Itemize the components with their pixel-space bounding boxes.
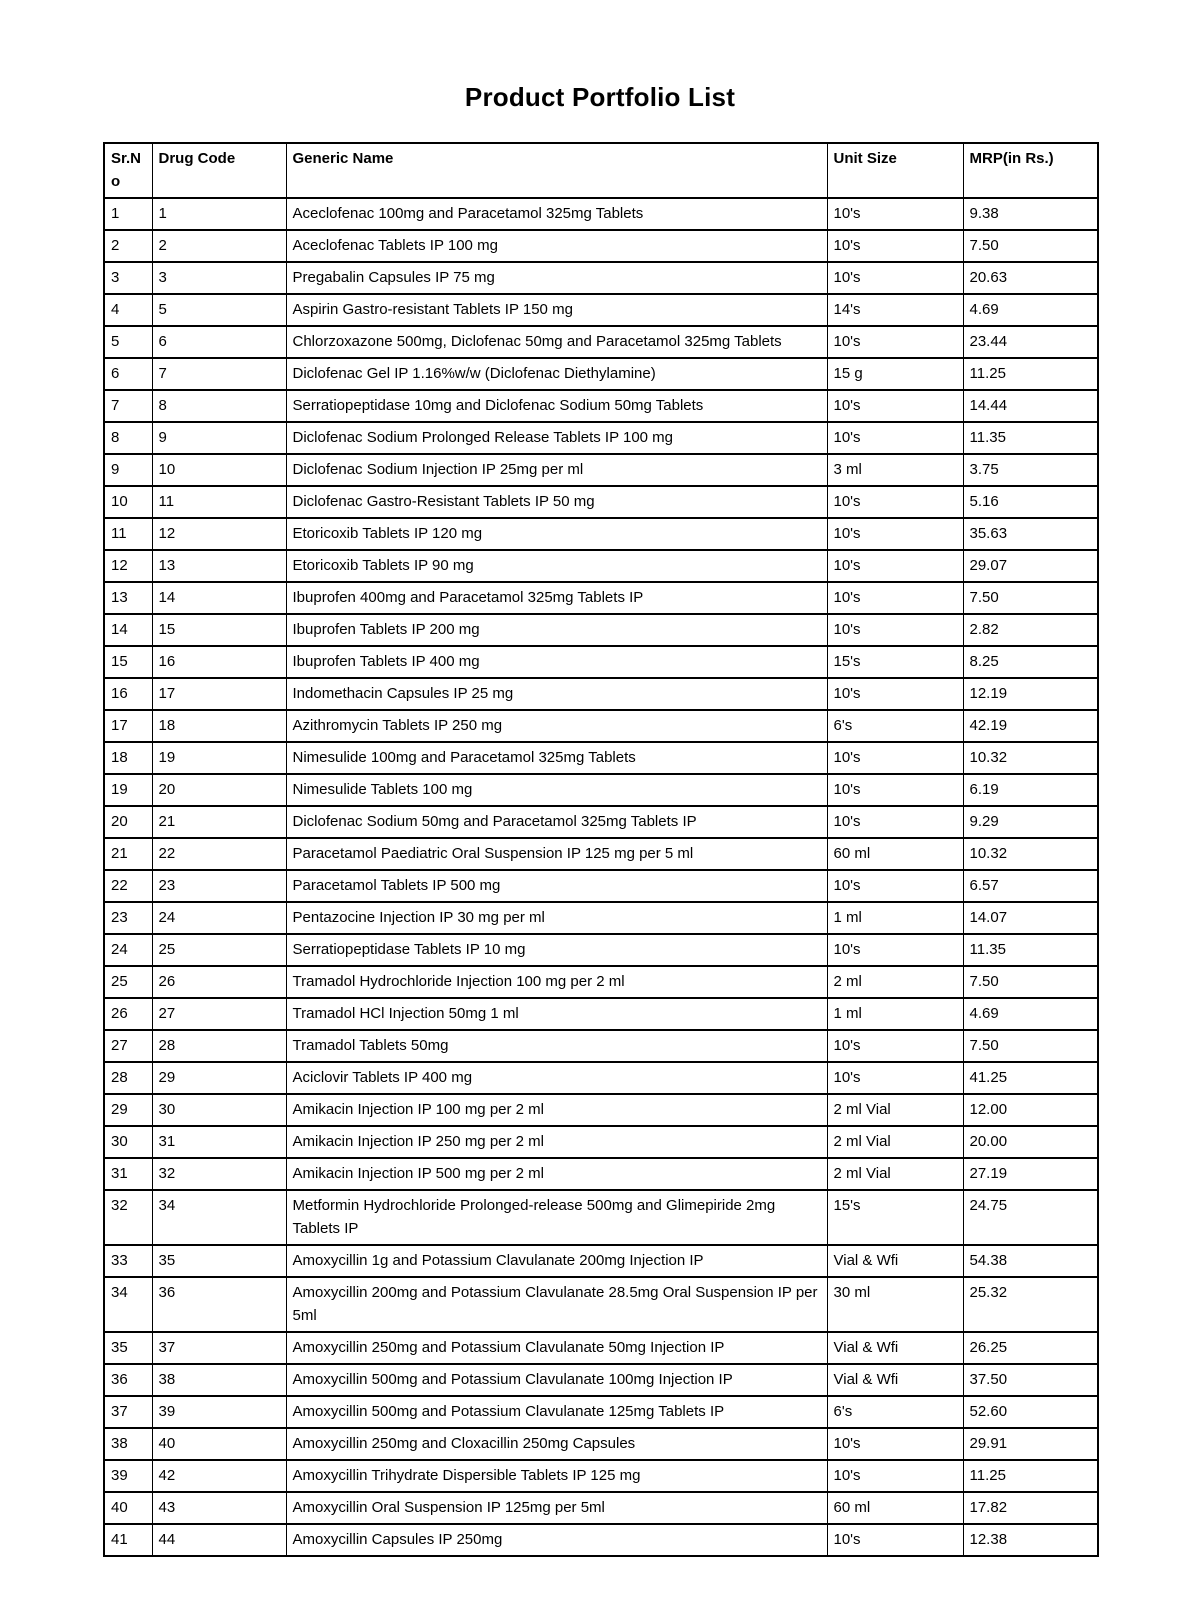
cell-mrp: 37.50 (963, 1364, 1098, 1396)
column-header-mrp: MRP(in Rs.) (963, 143, 1098, 198)
cell-name: Amikacin Injection IP 500 mg per 2 ml (286, 1158, 827, 1190)
table-row (104, 966, 1098, 998)
table-row (104, 454, 1098, 486)
cell-name: Diclofenac Sodium Injection IP 25mg per ml (286, 454, 827, 486)
cell-name: Amoxycillin Capsules IP 250mg (286, 1524, 827, 1556)
cell-code: 37 (152, 1332, 286, 1364)
cell-unit: Vial & Wfi (827, 1245, 963, 1277)
cell-unit: 10's (827, 1030, 963, 1062)
cell-sr-no: 2 (104, 230, 152, 262)
cell-code: 32 (152, 1158, 286, 1190)
table-row (104, 646, 1098, 678)
table-row (104, 710, 1098, 742)
cell-unit: 10's (827, 806, 963, 838)
cell-code: 27 (152, 998, 286, 1030)
cell-mrp: 12.00 (963, 1094, 1098, 1126)
table-row (104, 1158, 1098, 1190)
cell-code: 29 (152, 1062, 286, 1094)
table-row (104, 1245, 1098, 1277)
table-body (104, 198, 1098, 1556)
table-row (104, 486, 1098, 518)
cell-code: 15 (152, 614, 286, 646)
cell-code: 9 (152, 422, 286, 454)
cell-mrp: 3.75 (963, 454, 1098, 486)
cell-mrp: 11.35 (963, 422, 1098, 454)
cell-mrp: 26.25 (963, 1332, 1098, 1364)
cell-sr-no: 1 (104, 198, 152, 230)
cell-mrp: 7.50 (963, 966, 1098, 998)
cell-code: 18 (152, 710, 286, 742)
cell-code: 2 (152, 230, 286, 262)
cell-sr-no: 7 (104, 390, 152, 422)
table-row (104, 582, 1098, 614)
cell-name: Nimesulide 100mg and Paracetamol 325mg Tablets (286, 742, 827, 774)
cell-mrp: 41.25 (963, 1062, 1098, 1094)
cell-sr-no: 28 (104, 1062, 152, 1094)
cell-sr-no: 20 (104, 806, 152, 838)
cell-sr-no: 34 (104, 1277, 152, 1332)
cell-sr-no: 19 (104, 774, 152, 806)
cell-unit: 2 ml Vial (827, 1094, 963, 1126)
page-title: Product Portfolio List (464, 82, 736, 112)
table-row (104, 1396, 1098, 1428)
cell-name: Amoxycillin Oral Suspension IP 125mg per 5ml (286, 1492, 827, 1524)
cell-name: Amikacin Injection IP 100 mg per 2 ml (286, 1094, 827, 1126)
cell-code: 23 (152, 870, 286, 902)
cell-sr-no: 36 (104, 1364, 152, 1396)
cell-name: Serratiopeptidase Tablets IP 10 mg (286, 934, 827, 966)
cell-mrp: 11.25 (963, 358, 1098, 390)
cell-mrp: 4.69 (963, 998, 1098, 1030)
cell-unit: 10's (827, 582, 963, 614)
cell-unit: 10's (827, 550, 963, 582)
cell-name: Amoxycillin 200mg and Potassium Clavulanate 28.5mg Oral Suspension IP per 5ml (286, 1277, 827, 1332)
cell-mrp: 12.38 (963, 1524, 1098, 1556)
cell-name: Diclofenac Gastro-Resistant Tablets IP 50 mg (286, 486, 827, 518)
cell-name: Aspirin Gastro-resistant Tablets IP 150 mg (286, 294, 827, 326)
cell-mrp: 52.60 (963, 1396, 1098, 1428)
cell-mrp: 35.63 (963, 518, 1098, 550)
cell-name: Aceclofenac Tablets IP 100 mg (286, 230, 827, 262)
cell-sr-no: 10 (104, 486, 152, 518)
table-row (104, 294, 1098, 326)
cell-code: 30 (152, 1094, 286, 1126)
cell-unit: 15's (827, 1190, 963, 1245)
cell-mrp: 6.57 (963, 870, 1098, 902)
cell-mrp: 9.38 (963, 198, 1098, 230)
cell-mrp: 14.07 (963, 902, 1098, 934)
cell-name: Metformin Hydrochloride Prolonged-release 500mg and Glimepiride 2mg Tablets IP (286, 1190, 827, 1245)
cell-mrp: 12.19 (963, 678, 1098, 710)
cell-name: Indomethacin Capsules IP 25 mg (286, 678, 827, 710)
cell-code: 1 (152, 198, 286, 230)
cell-code: 39 (152, 1396, 286, 1428)
cell-name: Amoxycillin 500mg and Potassium Clavulanate 125mg Tablets IP (286, 1396, 827, 1428)
table-row (104, 230, 1098, 262)
cell-code: 20 (152, 774, 286, 806)
table-row (104, 1524, 1098, 1556)
cell-code: 21 (152, 806, 286, 838)
cell-mrp: 10.32 (963, 838, 1098, 870)
cell-name: Amoxycillin 500mg and Potassium Clavulanate 100mg Injection IP (286, 1364, 827, 1396)
cell-name: Etoricoxib Tablets IP 90 mg (286, 550, 827, 582)
cell-code: 3 (152, 262, 286, 294)
cell-sr-no: 11 (104, 518, 152, 550)
cell-unit: 10's (827, 934, 963, 966)
table-row (104, 1460, 1098, 1492)
cell-code: 5 (152, 294, 286, 326)
cell-sr-no: 41 (104, 1524, 152, 1556)
cell-sr-no: 31 (104, 1158, 152, 1190)
table-row (104, 518, 1098, 550)
cell-sr-no: 8 (104, 422, 152, 454)
table-row (104, 774, 1098, 806)
cell-unit: 10's (827, 198, 963, 230)
cell-sr-no: 38 (104, 1428, 152, 1460)
cell-sr-no: 6 (104, 358, 152, 390)
cell-unit: 10's (827, 774, 963, 806)
cell-unit: 10's (827, 742, 963, 774)
cell-sr-no: 32 (104, 1190, 152, 1245)
cell-mrp: 6.19 (963, 774, 1098, 806)
table-row (104, 1428, 1098, 1460)
cell-mrp: 54.38 (963, 1245, 1098, 1277)
cell-name: Diclofenac Sodium Prolonged Release Tablets IP 100 mg (286, 422, 827, 454)
cell-mrp: 17.82 (963, 1492, 1098, 1524)
cell-mrp: 27.19 (963, 1158, 1098, 1190)
cell-code: 28 (152, 1030, 286, 1062)
cell-mrp: 23.44 (963, 326, 1098, 358)
table-row (104, 390, 1098, 422)
cell-sr-no: 22 (104, 870, 152, 902)
cell-mrp: 10.32 (963, 742, 1098, 774)
cell-name: Etoricoxib Tablets IP 120 mg (286, 518, 827, 550)
cell-name: Pentazocine Injection IP 30 mg per ml (286, 902, 827, 934)
cell-name: Azithromycin Tablets IP 250 mg (286, 710, 827, 742)
cell-mrp: 14.44 (963, 390, 1098, 422)
table-header-row (104, 143, 1098, 198)
cell-mrp: 5.16 (963, 486, 1098, 518)
cell-sr-no: 18 (104, 742, 152, 774)
cell-unit: Vial & Wfi (827, 1364, 963, 1396)
column-header-generic-name: Generic Name (286, 143, 827, 198)
cell-sr-no: 3 (104, 262, 152, 294)
table-row (104, 1277, 1098, 1332)
table-row (104, 1094, 1098, 1126)
cell-mrp: 25.32 (963, 1277, 1098, 1332)
table-row (104, 1332, 1098, 1364)
cell-name: Paracetamol Paediatric Oral Suspension IP 125 mg per 5 ml (286, 838, 827, 870)
table-row (104, 998, 1098, 1030)
cell-name: Aciclovir Tablets IP 400 mg (286, 1062, 827, 1094)
cell-sr-no: 5 (104, 326, 152, 358)
cell-name: Amoxycillin Trihydrate Dispersible Tablets IP 125 mg (286, 1460, 827, 1492)
cell-code: 44 (152, 1524, 286, 1556)
cell-name: Ibuprofen Tablets IP 400 mg (286, 646, 827, 678)
cell-code: 42 (152, 1460, 286, 1492)
cell-sr-no: 21 (104, 838, 152, 870)
cell-unit: 2 ml Vial (827, 1126, 963, 1158)
table-row (104, 614, 1098, 646)
cell-code: 10 (152, 454, 286, 486)
cell-code: 38 (152, 1364, 286, 1396)
table-row (104, 678, 1098, 710)
cell-sr-no: 17 (104, 710, 152, 742)
cell-name: Tramadol HCl Injection 50mg 1 ml (286, 998, 827, 1030)
cell-code: 34 (152, 1190, 286, 1245)
cell-unit: 2 ml (827, 966, 963, 998)
cell-unit: Vial & Wfi (827, 1332, 963, 1364)
cell-sr-no: 24 (104, 934, 152, 966)
cell-name: Ibuprofen Tablets IP 200 mg (286, 614, 827, 646)
cell-mrp: 42.19 (963, 710, 1098, 742)
cell-code: 43 (152, 1492, 286, 1524)
table-header (104, 143, 1098, 198)
cell-sr-no: 27 (104, 1030, 152, 1062)
cell-code: 17 (152, 678, 286, 710)
cell-mrp: 29.07 (963, 550, 1098, 582)
column-header-drug-code: Drug Code (152, 143, 286, 198)
cell-name: Diclofenac Gel IP 1.16%w/w (Diclofenac Diethylamine) (286, 358, 827, 390)
cell-sr-no: 15 (104, 646, 152, 678)
cell-mrp: 9.29 (963, 806, 1098, 838)
cell-code: 6 (152, 326, 286, 358)
cell-mrp: 7.50 (963, 230, 1098, 262)
cell-sr-no: 35 (104, 1332, 152, 1364)
table-row (104, 806, 1098, 838)
cell-mrp: 7.50 (963, 582, 1098, 614)
cell-sr-no: 14 (104, 614, 152, 646)
cell-sr-no: 30 (104, 1126, 152, 1158)
cell-code: 13 (152, 550, 286, 582)
cell-sr-no: 29 (104, 1094, 152, 1126)
column-header-sr-no: Sr.No (104, 143, 152, 198)
cell-sr-no: 4 (104, 294, 152, 326)
cell-code: 19 (152, 742, 286, 774)
table-row (104, 838, 1098, 870)
cell-code: 11 (152, 486, 286, 518)
cell-name: Ibuprofen 400mg and Paracetamol 325mg Tablets IP (286, 582, 827, 614)
cell-unit: 10's (827, 1524, 963, 1556)
cell-code: 22 (152, 838, 286, 870)
cell-sr-no: 16 (104, 678, 152, 710)
cell-unit: 10's (827, 1460, 963, 1492)
product-portfolio-table (103, 142, 1099, 1557)
table-row (104, 1126, 1098, 1158)
cell-mrp: 20.63 (963, 262, 1098, 294)
cell-mrp: 20.00 (963, 1126, 1098, 1158)
cell-unit: 6's (827, 1396, 963, 1428)
cell-mrp: 11.35 (963, 934, 1098, 966)
table-row (104, 358, 1098, 390)
cell-unit: 6's (827, 710, 963, 742)
cell-unit: 1 ml (827, 998, 963, 1030)
table-row (104, 870, 1098, 902)
cell-sr-no: 40 (104, 1492, 152, 1524)
table-row (104, 934, 1098, 966)
cell-code: 31 (152, 1126, 286, 1158)
cell-unit: 10's (827, 614, 963, 646)
cell-name: Amoxycillin 250mg and Potassium Clavulanate 50mg Injection IP (286, 1332, 827, 1364)
cell-sr-no: 37 (104, 1396, 152, 1428)
cell-sr-no: 13 (104, 582, 152, 614)
table-row (104, 262, 1098, 294)
cell-code: 12 (152, 518, 286, 550)
cell-code: 7 (152, 358, 286, 390)
cell-unit: 10's (827, 1062, 963, 1094)
cell-name: Tramadol Hydrochloride Injection 100 mg per 2 ml (286, 966, 827, 998)
cell-unit: 10's (827, 262, 963, 294)
table-row (104, 1030, 1098, 1062)
cell-code: 35 (152, 1245, 286, 1277)
cell-unit: 30 ml (827, 1277, 963, 1332)
table-row (104, 550, 1098, 582)
cell-mrp: 11.25 (963, 1460, 1098, 1492)
column-header-unit-size: Unit Size (827, 143, 963, 198)
table-row (104, 326, 1098, 358)
cell-unit: 60 ml (827, 1492, 963, 1524)
cell-unit: 3 ml (827, 454, 963, 486)
cell-mrp: 24.75 (963, 1190, 1098, 1245)
cell-unit: 10's (827, 390, 963, 422)
cell-unit: 14's (827, 294, 963, 326)
cell-unit: 10's (827, 1428, 963, 1460)
cell-code: 14 (152, 582, 286, 614)
cell-unit: 10's (827, 518, 963, 550)
cell-sr-no: 39 (104, 1460, 152, 1492)
cell-unit: 10's (827, 678, 963, 710)
cell-sr-no: 25 (104, 966, 152, 998)
cell-sr-no: 23 (104, 902, 152, 934)
table-row (104, 742, 1098, 774)
cell-name: Chlorzoxazone 500mg, Diclofenac 50mg and Paracetamol 325mg Tablets (286, 326, 827, 358)
cell-name: Paracetamol Tablets IP 500 mg (286, 870, 827, 902)
cell-name: Aceclofenac 100mg and Paracetamol 325mg Tablets (286, 198, 827, 230)
cell-unit: 2 ml Vial (827, 1158, 963, 1190)
cell-code: 40 (152, 1428, 286, 1460)
table-row (104, 1364, 1098, 1396)
cell-mrp: 29.91 (963, 1428, 1098, 1460)
cell-name: Amoxycillin 1g and Potassium Clavulanate 200mg Injection IP (286, 1245, 827, 1277)
cell-name: Nimesulide Tablets 100 mg (286, 774, 827, 806)
cell-code: 36 (152, 1277, 286, 1332)
cell-unit: 60 ml (827, 838, 963, 870)
cell-mrp: 7.50 (963, 1030, 1098, 1062)
table-row (104, 1492, 1098, 1524)
cell-sr-no: 9 (104, 454, 152, 486)
cell-unit: 10's (827, 870, 963, 902)
cell-name: Tramadol Tablets 50mg (286, 1030, 827, 1062)
cell-name: Serratiopeptidase 10mg and Diclofenac Sodium 50mg Tablets (286, 390, 827, 422)
cell-name: Amikacin Injection IP 250 mg per 2 ml (286, 1126, 827, 1158)
cell-code: 24 (152, 902, 286, 934)
cell-name: Diclofenac Sodium 50mg and Paracetamol 325mg Tablets IP (286, 806, 827, 838)
cell-unit: 10's (827, 326, 963, 358)
cell-unit: 15 g (827, 358, 963, 390)
table-row (104, 1190, 1098, 1245)
table-row (104, 198, 1098, 230)
cell-mrp: 8.25 (963, 646, 1098, 678)
cell-unit: 10's (827, 422, 963, 454)
cell-code: 8 (152, 390, 286, 422)
cell-name: Pregabalin Capsules IP 75 mg (286, 262, 827, 294)
cell-code: 26 (152, 966, 286, 998)
cell-unit: 10's (827, 230, 963, 262)
cell-mrp: 2.82 (963, 614, 1098, 646)
cell-sr-no: 33 (104, 1245, 152, 1277)
table-row (104, 1062, 1098, 1094)
cell-sr-no: 26 (104, 998, 152, 1030)
table-row (104, 422, 1098, 454)
cell-unit: 1 ml (827, 902, 963, 934)
cell-code: 16 (152, 646, 286, 678)
cell-mrp: 4.69 (963, 294, 1098, 326)
cell-code: 25 (152, 934, 286, 966)
cell-name: Amoxycillin 250mg and Cloxacillin 250mg Capsules (286, 1428, 827, 1460)
table-row (104, 902, 1098, 934)
cell-unit: 15's (827, 646, 963, 678)
cell-unit: 10's (827, 486, 963, 518)
cell-sr-no: 12 (104, 550, 152, 582)
